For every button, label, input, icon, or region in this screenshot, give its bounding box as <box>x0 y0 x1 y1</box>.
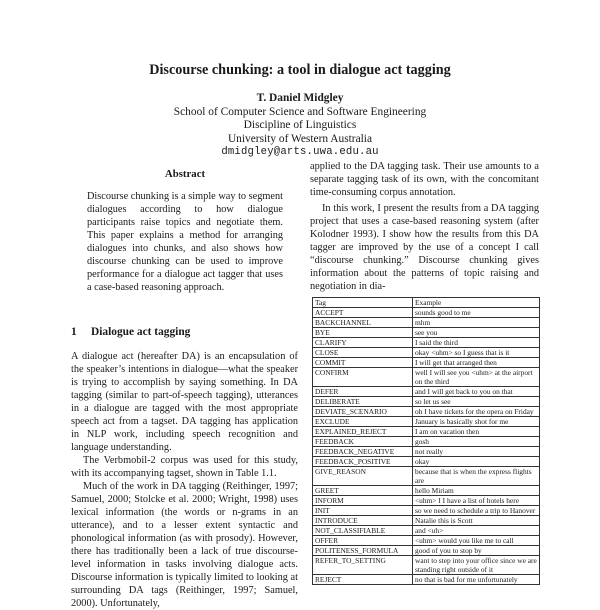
table-row <box>313 575 540 585</box>
tag-cell: FEEDBACK_POSITIVE <box>313 457 413 467</box>
example-cell: sounds good to me <box>413 308 540 318</box>
example-cell: so let us see <box>413 397 540 407</box>
tag-cell: EXCLUDE <box>313 417 413 427</box>
tag-cell: FEEDBACK_NEGATIVE <box>313 447 413 457</box>
tag-cell: FEEDBACK <box>313 437 413 447</box>
tag-cell: OFFER <box>313 536 413 546</box>
author-name: T. Daniel Midgley <box>256 92 344 104</box>
table-row <box>313 516 540 526</box>
paragraph: A dialogue act (hereafter DA) is an encapsulation of the speaker’s intentions in dialogue—what the speaker is trying to accomplish by saying something. In DA tagging (similar to part-of-speech tagging), utterances in a dialogue are tagged with the most appropriate speech act from a tagset. DA tagging has application in NLP work, including speech recognition and language understanding. <box>71 351 298 453</box>
tagset-table <box>312 297 540 585</box>
table-row <box>313 318 540 328</box>
section-number: 1 <box>71 326 77 338</box>
example-cell: mhm <box>413 318 540 328</box>
example-cell: I will get that arranged then <box>413 358 540 368</box>
example-cell: and <uh> <box>413 526 540 536</box>
table-row <box>313 546 540 556</box>
tag-cell: INTRODUCE <box>313 516 413 526</box>
table-row <box>313 486 540 496</box>
table-header-row <box>313 298 540 308</box>
table-row <box>313 437 540 447</box>
table-row <box>313 397 540 407</box>
table-row <box>313 348 540 358</box>
tag-cell: DELIBERATE <box>313 397 413 407</box>
example-cell: I said the third <box>413 338 540 348</box>
example-cell: January is basically shot for me <box>413 417 540 427</box>
abstract-heading: Abstract <box>164 168 206 180</box>
table-row <box>313 457 540 467</box>
abstract <box>87 168 283 294</box>
tag-cell: DEVIATE_SCENARIO <box>313 407 413 417</box>
tag-cell: INFORM <box>313 496 413 506</box>
example-cell: Natalie this is Scott <box>413 516 540 526</box>
example-cell: gosh <box>413 437 540 447</box>
author-affiliation-discipline: Discipline of Linguistics <box>243 119 357 131</box>
tag-cell: GIVE_REASON <box>313 467 413 486</box>
tag-cell: CLOSE <box>313 348 413 358</box>
table-header-example: Example <box>413 298 540 308</box>
author-email: dmidgley@arts.uwa.edu.au <box>221 146 379 158</box>
tag-cell: REJECT <box>313 575 413 585</box>
section-heading <box>71 326 190 338</box>
paragraph: applied to the DA tagging task. Their use amounts to a separate tagging task of its own, with the concomitant time-consuming corpus annotation. <box>310 161 539 198</box>
tag-cell: EXPLAINED_REJECT <box>313 427 413 437</box>
right-column-body <box>310 160 539 293</box>
table-row <box>313 556 540 575</box>
tag-cell: ACCEPT <box>313 308 413 318</box>
table-row <box>313 447 540 457</box>
paragraph: In this work, I present the results from a DA tagging project that uses a case-based reasoning system (after Kolodner 1993). I show how the results from this DA tagger are improved by the use of a concept I call “discourse chunking.” Discourse chunking gives information about the patterns of topic raising and negotiation in dia- <box>310 203 539 292</box>
author-block <box>0 92 600 160</box>
table-header-tag: Tag <box>313 298 413 308</box>
example-cell: see you <box>413 328 540 338</box>
example-cell: <uhm> I I have a list of hotels here <box>413 496 540 506</box>
tag-cell: GREET <box>313 486 413 496</box>
tag-cell: CLARIFY <box>313 338 413 348</box>
example-cell: want to step into your office since we are standing right outside of it <box>413 556 540 575</box>
table-row <box>313 526 540 536</box>
example-cell: okay <uhm> so I guess that is it <box>413 348 540 358</box>
paper-title: Discourse chunking: a tool in dialogue act tagging <box>149 62 451 78</box>
example-cell: well I will see you <uhm> at the airport on the third <box>413 368 540 387</box>
example-cell: no that is bad for me unfortunately <box>413 575 540 585</box>
table-row <box>313 407 540 417</box>
example-cell: because that is when the express flights are <box>413 467 540 486</box>
example-cell: okay <box>413 457 540 467</box>
table-row <box>313 368 540 387</box>
author-university: University of Western Australia <box>227 132 373 145</box>
table-row <box>313 308 540 318</box>
tag-cell: DEFER <box>313 387 413 397</box>
table-row <box>313 338 540 348</box>
example-cell: and I will get back to you on that <box>413 387 540 397</box>
table-row <box>313 417 540 427</box>
table-row <box>313 387 540 397</box>
example-cell: <uhm> would you like me to call <box>413 536 540 546</box>
example-cell: good of you to stop by <box>413 546 540 556</box>
tag-cell: BACKCHANNEL <box>313 318 413 328</box>
example-cell: I am on vacation then <box>413 427 540 437</box>
tag-cell: BYE <box>313 328 413 338</box>
table-row <box>313 506 540 516</box>
table-row <box>313 427 540 437</box>
tag-cell: INIT <box>313 506 413 516</box>
example-cell: oh I have tickets for the opera on Friday <box>413 407 540 417</box>
paragraph: Much of the work in DA tagging (Reithinger, 1997; Samuel, 2000; Stolcke et al. 2000; Wright, 1998) uses lexical information (the words or n-grams in an utterance), and to a lesser extent syntactic and phonological information (as with prosody). However, there has traditionally been a lack of true discourse-level information in tasks involving dialogue acts. Discourse information is typically limited to looking at surrounding DA tags (Reithinger, 1997; Samuel, 2000). Unfortunately, <box>71 481 298 609</box>
table-row <box>313 358 540 368</box>
table-row <box>313 328 540 338</box>
example-cell: hello Miriam <box>413 486 540 496</box>
table-row <box>313 496 540 506</box>
tag-cell: REFER_TO_SETTING <box>313 556 413 575</box>
table-row <box>313 467 540 486</box>
author-affiliation-school: School of Computer Science and Software Engineering <box>173 105 427 118</box>
section-title: Dialogue act tagging <box>91 326 191 338</box>
tag-cell: CONFIRM <box>313 368 413 387</box>
example-cell: not really <box>413 447 540 457</box>
table-body <box>313 308 540 585</box>
tag-cell: NOT_CLASSIFIABLE <box>313 526 413 536</box>
left-column-body <box>71 350 298 610</box>
example-cell: so we need to schedule a trip to Hanover <box>413 506 540 516</box>
paragraph: The Verbmobil-2 corpus was used for this study, with its accompanying tagset, shown in Table 1.1. <box>71 455 298 479</box>
tag-cell: POLITENESS_FORMULA <box>313 546 413 556</box>
abstract-text: Discourse chunking is a simple way to segment dialogues according to how dialogue participants raise topics and negotiate them. This paper explains a method for arranging dialogues into chunks, and also shows how discourse chunking can be used to improve performance for a dialogue act tagger that uses a case-based reasoning approach. <box>87 191 283 293</box>
table-row <box>313 536 540 546</box>
tag-cell: COMMIT <box>313 358 413 368</box>
